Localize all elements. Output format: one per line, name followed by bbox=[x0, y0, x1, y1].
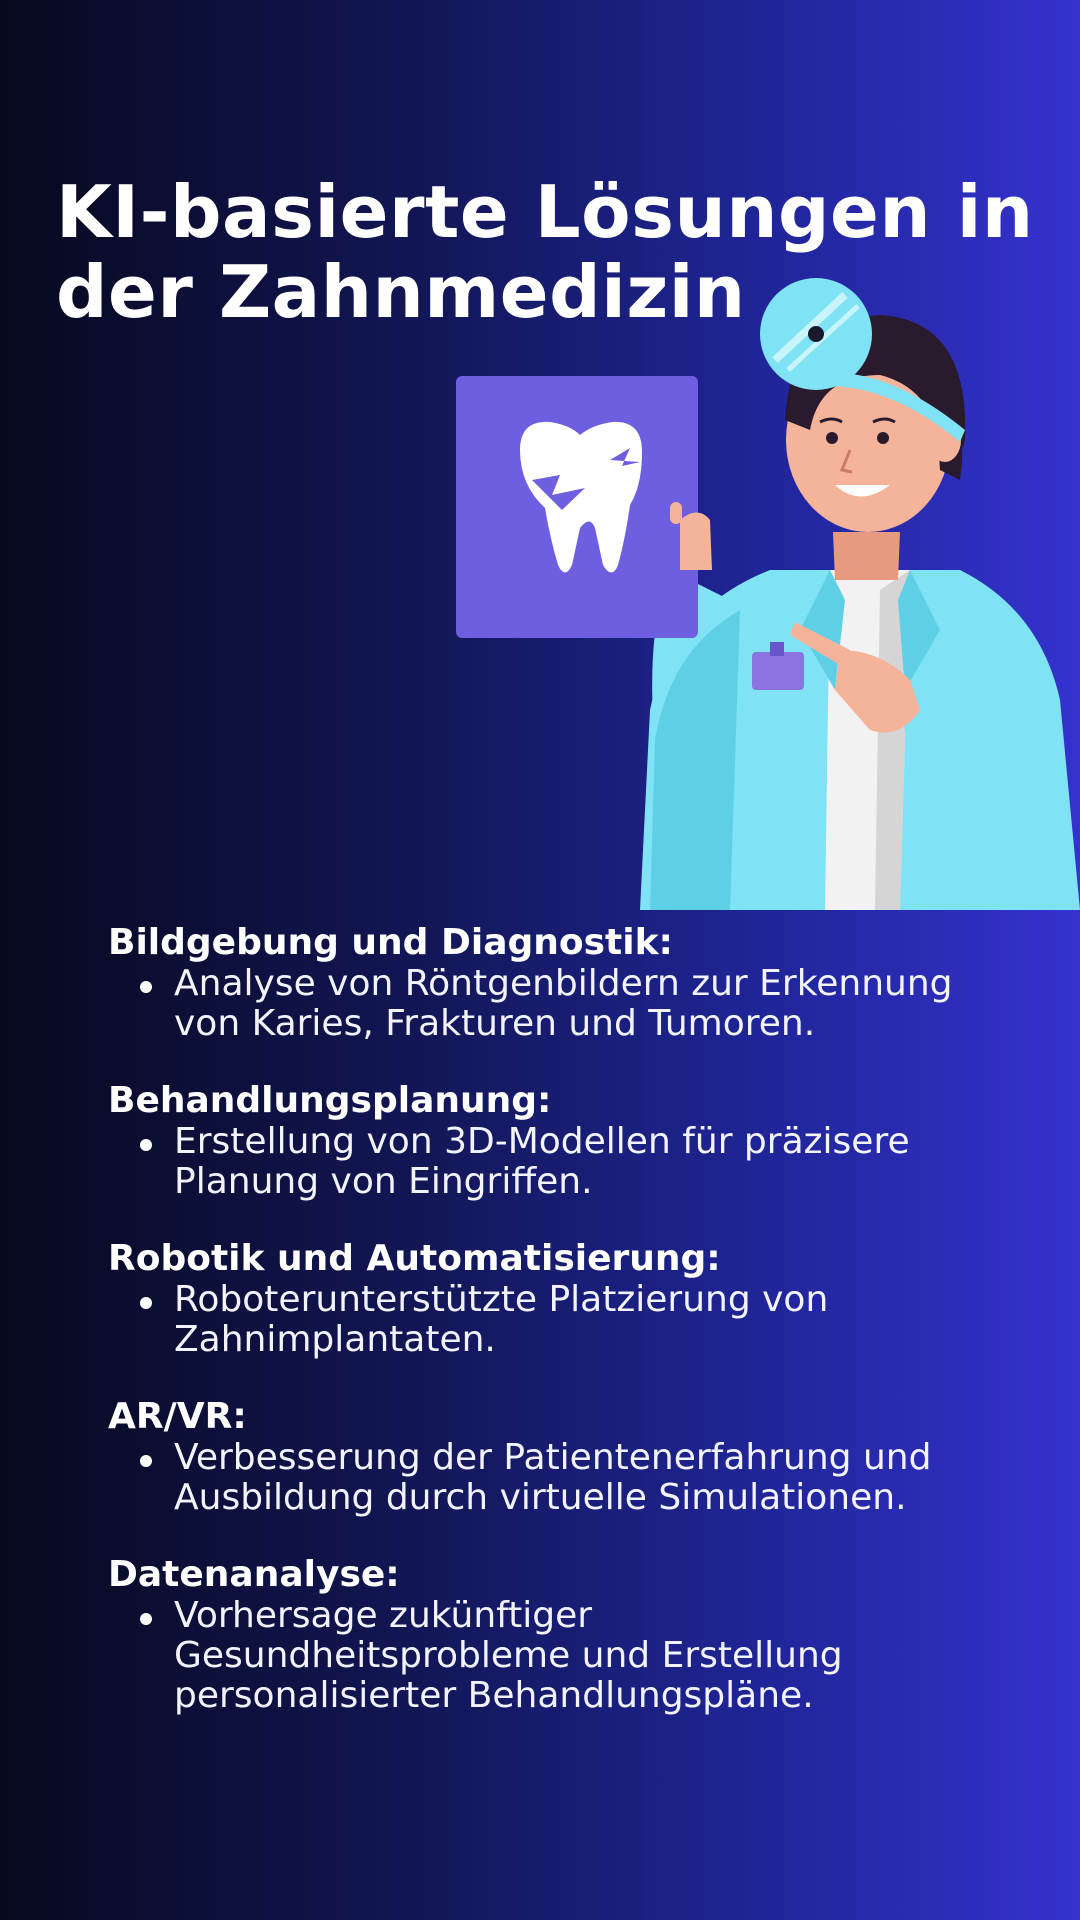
bullet-icon bbox=[140, 1613, 152, 1625]
section-heading: Robotik und Automatisierung: bbox=[108, 1238, 721, 1279]
list-item-text: Analyse von Röntgenbildern zur Erkennung von Karies, Frakturen und Tumoren. bbox=[174, 963, 953, 1044]
solutions-list bbox=[108, 922, 1008, 1752]
bullet-icon bbox=[140, 1297, 152, 1309]
list-item-text: Roboterunterstützte Platzierung von Zahnimplantaten. bbox=[174, 1279, 829, 1360]
section-heading: Datenanalyse: bbox=[108, 1554, 400, 1595]
section-heading: Behandlungsplanung: bbox=[108, 1080, 552, 1121]
section-ar-vr bbox=[108, 1396, 1008, 1518]
dentist-illustration bbox=[440, 270, 1080, 910]
list-item bbox=[140, 1596, 1008, 1716]
section-data-analysis bbox=[108, 1554, 1008, 1716]
list-item bbox=[140, 1438, 1008, 1518]
section-imaging bbox=[108, 922, 1008, 1044]
dentist-with-xray-icon bbox=[440, 270, 1080, 910]
section-treatment-planning bbox=[108, 1080, 1008, 1202]
list-item bbox=[140, 1122, 1008, 1202]
section-heading: AR/VR: bbox=[108, 1396, 247, 1437]
list-item bbox=[140, 1280, 1008, 1360]
page-title: KI-basierte Lösungen in der Zahnmedizin bbox=[56, 170, 1034, 334]
list-item-text: Vorhersage zukünftiger Gesundheitsprobleme und Erstellung personalisierter Behandlungspläne. bbox=[174, 1595, 843, 1716]
section-heading: Bildgebung und Diagnostik: bbox=[108, 922, 673, 963]
bullet-icon bbox=[140, 981, 152, 993]
section-robotics bbox=[108, 1238, 1008, 1360]
bullet-icon bbox=[140, 1139, 152, 1151]
list-item-text: Erstellung von 3D-Modellen für präzisere Planung von Eingriffen. bbox=[174, 1121, 910, 1202]
list-item bbox=[140, 964, 1008, 1044]
badge bbox=[752, 652, 804, 690]
list-item-text: Verbesserung der Patientenerfahrung und Ausbildung durch virtuelle Simulationen. bbox=[174, 1437, 932, 1518]
bullet-icon bbox=[140, 1455, 152, 1467]
